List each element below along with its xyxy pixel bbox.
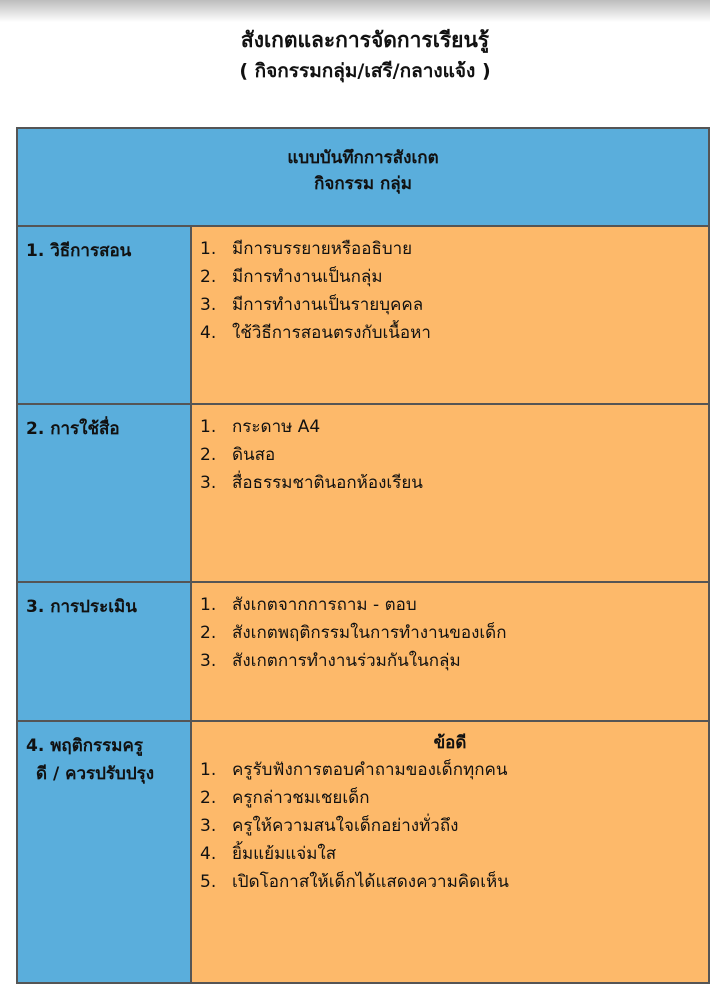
observation-table: [16, 127, 710, 984]
table-header-row: [17, 128, 709, 226]
list-item: [200, 469, 700, 497]
item-text: มีการทำงานเป็นรายบุคคล: [232, 295, 424, 315]
list-item: [200, 441, 700, 469]
item-text: สังเกตพฤติกรรมในการทำงานของเด็ก: [232, 623, 507, 643]
form-title: แบบบันทึกการสังเกต: [287, 148, 439, 168]
item-number: 3.: [200, 473, 217, 493]
item-number: 4.: [200, 844, 217, 864]
item-text: สื่อธรรมชาตินอกห้องเรียน: [232, 473, 423, 493]
item-number: 3.: [200, 651, 217, 671]
table-row: [17, 582, 709, 721]
list-item: [200, 784, 700, 812]
item-text: ครูกล่าวชมเชยเด็ก: [232, 788, 370, 808]
item-number: 2.: [200, 623, 217, 643]
item-text: ยิ้มแย้มแจ่มใส: [232, 844, 337, 864]
page-subtitle: ( กิจกรรมกลุ่ม/เสรี/กลางแจ้ง ): [239, 60, 491, 82]
list-item: [200, 291, 700, 319]
top-shadow: [0, 0, 710, 22]
item-text: สังเกตการทำงานร่วมกันในกลุ่ม: [232, 651, 461, 671]
page-header: [0, 24, 710, 86]
row-label-line: 4. พฤติกรรมครู: [26, 736, 144, 756]
item-text: มีการบรรยายหรืออธิบาย: [232, 239, 413, 259]
item-text: ครูให้ความสนใจเด็กอย่างทั่วถึง: [232, 816, 459, 836]
row-content: [191, 721, 709, 983]
item-number: 3.: [200, 295, 217, 315]
row-content: [191, 404, 709, 582]
row-label-line: ดี / ควรปรับปรุง: [36, 764, 155, 784]
row-content: [191, 226, 709, 404]
table-row: [17, 226, 709, 404]
list-item: [200, 235, 700, 263]
item-number: 3.: [200, 816, 217, 836]
item-number: 1.: [200, 595, 217, 615]
table-row: [17, 721, 709, 983]
strengths-heading: ข้อดี: [433, 733, 467, 753]
table-header-cell: [17, 128, 709, 226]
row-label: 3. การประเมิน: [17, 582, 191, 721]
item-number: 2.: [200, 788, 217, 808]
item-number: 1.: [200, 760, 217, 780]
item-text: เปิดโอกาสให้เด็กได้แสดงความคิดเห็น: [232, 872, 509, 892]
list-item: [200, 812, 700, 840]
list-item: [200, 319, 700, 347]
item-text: สังเกตจากการถาม - ตอบ: [232, 595, 417, 615]
page-title: สังเกตและการจัดการเรียนรู้: [240, 28, 490, 52]
list-item: [200, 413, 700, 441]
list-item: [200, 756, 700, 784]
item-text: ใช้วิธีการสอนตรงกับเนื้อหา: [232, 323, 431, 343]
item-number: 2.: [200, 267, 217, 287]
item-list: [200, 591, 700, 675]
activity-title: กิจกรรม กลุ่ม: [314, 174, 412, 194]
row-label: [17, 721, 191, 983]
item-list: [200, 235, 700, 347]
row-content: [191, 582, 709, 721]
list-item: [200, 263, 700, 291]
item-text: ครูรับฟังการตอบคำถามของเด็กทุกคน: [232, 760, 508, 780]
table-row: [17, 404, 709, 582]
item-text: มีการทำงานเป็นกลุ่ม: [232, 267, 383, 287]
list-item: [200, 591, 700, 619]
list-item: [200, 647, 700, 675]
list-item: [200, 868, 700, 896]
item-number: 1.: [200, 239, 217, 259]
item-number: 5.: [200, 872, 217, 892]
row-label: 1. วิธีการสอน: [17, 226, 191, 404]
item-text: กระดาษ A4: [232, 417, 321, 437]
item-number: 4.: [200, 323, 217, 343]
item-number: 1.: [200, 417, 217, 437]
item-list: [200, 756, 700, 896]
item-text: ดินสอ: [232, 445, 276, 465]
item-number: 2.: [200, 445, 217, 465]
list-item: [200, 619, 700, 647]
row-label: 2. การใช้สื่อ: [17, 404, 191, 582]
item-list: [200, 413, 700, 497]
list-item: [200, 840, 700, 868]
